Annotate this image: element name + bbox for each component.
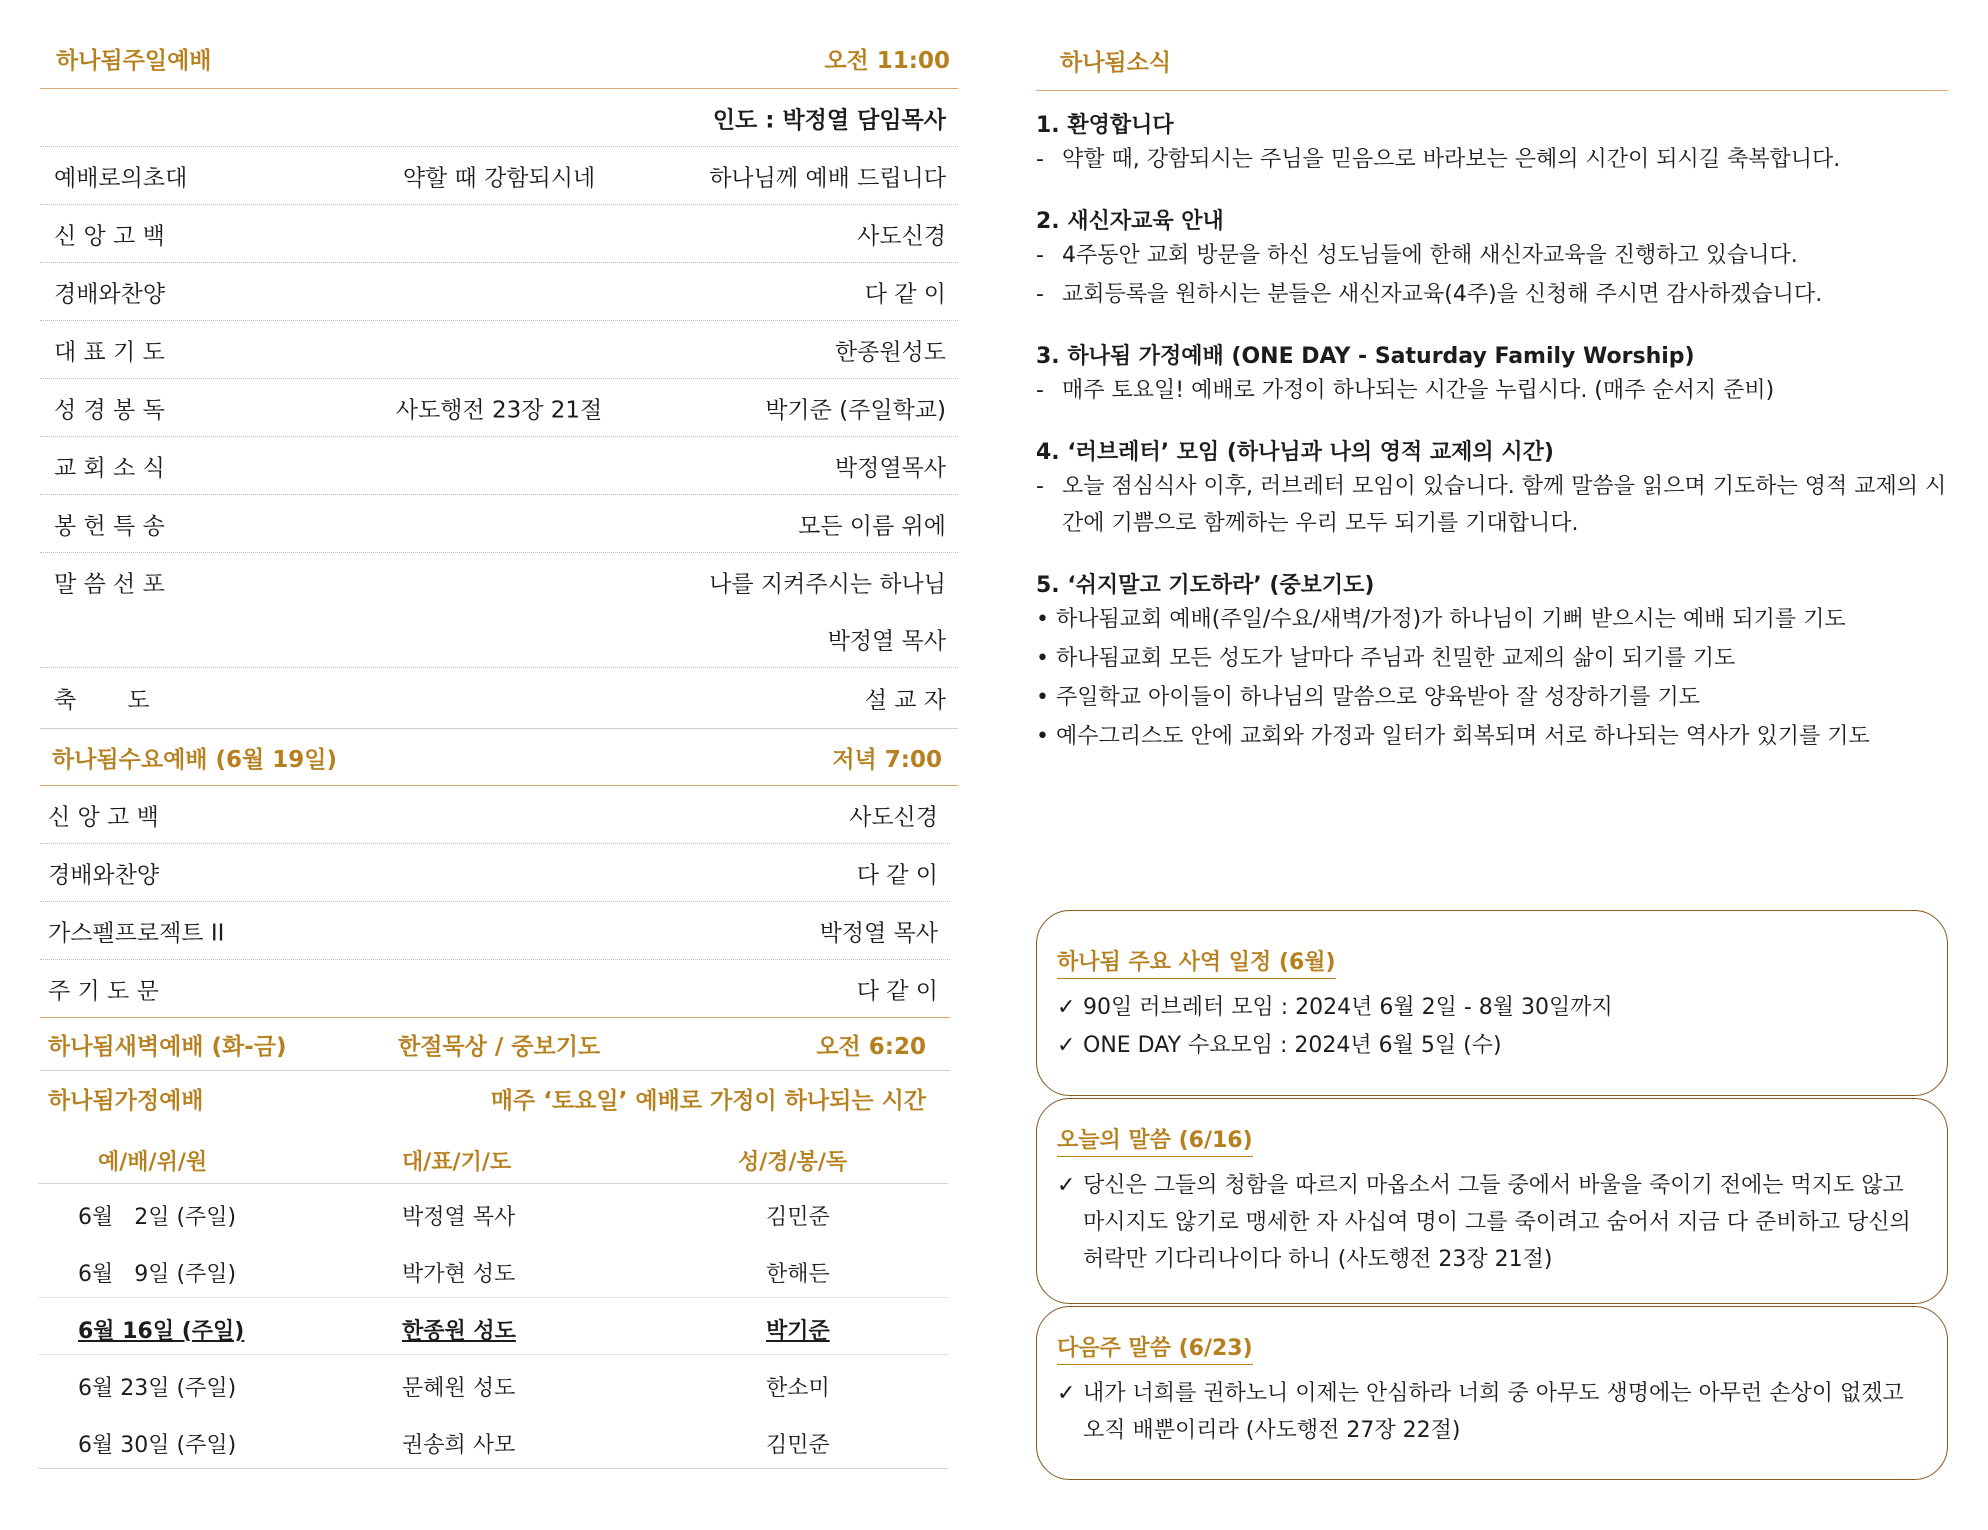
check-icon: ✓ [1057,1381,1076,1406]
row-date: 6월 16일 (주일) [78,1319,245,1344]
order-leader: 사도신경 [857,223,946,249]
committee-header [38,1125,948,1184]
order-item: 신 앙 고 백 [48,804,159,830]
next-word-title: 다음주 말씀 (6/23) [1057,1331,1253,1365]
bullet-marker: • [1036,685,1049,710]
row-prayer: 문혜원 성도 [402,1376,516,1401]
row-reader: 김민준 [766,1205,830,1230]
schedule-text: 90일 러브레터 모임 : 2024년 6월 2일 - 8월 30일까지 [1083,995,1613,1020]
today-word-item [1057,1167,1925,1278]
news-line: 하나됨교회 모든 성도가 날마다 주님과 친밀한 교제의 삶이 되기를 기도 [1056,646,1736,671]
news-item-title: 4. ‘러브레터’ 모임 (하나님과 나의 영적 교제의 시간) [1036,440,1554,465]
order-item: 교 회 소 식 [54,455,165,481]
order-leader: 박기준 (주일학교) [765,397,946,423]
order-item: 경배와찬양 [54,281,166,307]
order-leader: 사도신경 [849,804,938,830]
bullet-marker: • [1036,724,1049,749]
order-row [40,437,958,495]
dash-marker: - [1036,474,1044,499]
sunday-title: 하나됨주일예배 [56,47,212,74]
committee-col-header: 성/경/봉/독 [738,1150,848,1175]
news-line: 예수그리스도 안에 교회와 가정과 일터가 회복되며 서로 하나되는 역사가 있기를 기도 [1056,724,1870,749]
news-item [1036,339,1948,409]
dash-marker: - [1036,147,1044,172]
order-leader: 설 교 자 [864,687,946,714]
row-date: 6월 2일 (주일) [78,1205,237,1230]
row-prayer: 박정열 목사 [402,1205,516,1230]
wednesday-title: 하나됨수요예배 (6월 19일) [52,746,338,773]
order-leader: 다 같 이 [856,862,938,888]
order-row [40,147,958,205]
bullet-marker: • [1036,646,1049,671]
next-word-item [1057,1375,1925,1449]
news-item [1036,204,1948,313]
dawn-title: 하나됨새벽예배 (화-금) [48,1033,287,1060]
next-word-text: 내가 너희를 권하노니 이제는 안심하라 너희 중 아무도 생명에는 아무런 손상이 없겠고 오직 배뿐이리라 (사도행전 27장 22절) [1083,1381,1904,1443]
news-line: 하나됨교회 예배(주일/수요/새벽/가정)가 하나님이 기뻐 받으시는 예배 되기를 기도 [1056,607,1846,632]
news-item-title: 2. 새신자교육 안내 [1036,209,1224,234]
news-line: 매주 토요일! 예배로 가정이 하나되는 시간을 누립시다. (매주 순서지 준비) [1062,378,1775,403]
today-word-box [1036,1098,1948,1304]
schedule-title: 하나됨 주요 사역 일정 (6월) [1057,945,1336,979]
news-line: 4주동안 교회 방문을 하신 성도님들에 한해 새신자교육을 진행하고 있습니다. [1062,243,1798,268]
order-item: 주 기 도 문 [48,978,159,1004]
dash-marker: - [1036,378,1044,403]
bullet-marker: • [1036,607,1049,632]
order-leader: 하나님께 예배 드립니다 [709,165,946,191]
row-prayer: 한종원 성도 [402,1319,516,1344]
row-date: 6월 9일 (주일) [78,1262,237,1287]
news-item [1036,435,1948,542]
row-reader: 한해든 [766,1262,830,1287]
news-item-title: 1. 환영합니다 [1036,113,1174,138]
family-header [40,1071,950,1125]
order-row [40,379,958,437]
committee-col-header: 예/배/위/원 [98,1150,208,1175]
table-row [38,1184,948,1241]
check-icon: ✓ [1057,1033,1076,1058]
row-reader: 박기준 [766,1319,830,1344]
dawn-header [40,1018,950,1071]
order-leader: 모든 이름 위에 [798,513,946,539]
sunday-header [40,28,958,89]
dawn-middle: 한절묵상 / 중보기도 [398,1033,601,1060]
sunday-lead: 인도 : 박정열 담임목사 [712,107,946,133]
news-title: 하나됨소식 [1060,50,1172,76]
order-item: 축 도 [54,687,150,714]
order-row [40,786,950,844]
order-leader: 박정열목사 [834,455,946,481]
table-row [38,1355,948,1412]
table-row [38,1241,948,1298]
order-item: 성 경 봉 독 [54,397,165,423]
order-item: 예배로의초대 [54,165,188,191]
news-line: 교회등록을 원하시는 분들은 새신자교육(4주)을 신청해 주시면 감사하겠습니다. [1062,282,1823,307]
order-row [40,960,950,1018]
order-item: 봉 헌 특 송 [54,513,165,539]
today-word-text: 당신은 그들의 청함을 따르지 마옵소서 그들 중에서 바울을 죽이기 전에는 먹지도 않고 마시지도 않기로 맹세한 자 사십여 명이 그를 죽이려고 숨어서 지금 다 준비하고 당신의 허락만 기다리나이다 하니 (사도행전 23장 21절) [1083,1173,1911,1272]
left-column [40,28,958,1469]
order-leader: 나를 지켜주시는 하나님 [709,571,946,597]
order-leader: 박정열 목사 [827,628,946,654]
wednesday-header [40,728,958,786]
order-detail: 약할 때 강함되시네 [402,165,596,191]
order-row [40,495,958,553]
row-reader: 한소미 [766,1376,830,1401]
dash-marker: - [1036,243,1044,268]
order-item: 신 앙 고 백 [54,223,165,249]
order-row [40,553,958,610]
sunday-time: 오전 11:00 [824,47,950,74]
schedule-item [1057,989,1925,1026]
order-row [40,321,958,379]
family-title: 하나됨가정예배 [48,1087,204,1114]
order-item: 대 표 기 도 [54,339,165,365]
table-row [38,1412,948,1469]
order-row [40,902,950,960]
news-item [1036,568,1948,755]
order-item: 경배와찬양 [48,862,160,888]
news-header [1036,28,1948,91]
row-reader: 김민준 [766,1433,830,1458]
dawn-time: 오전 6:20 [816,1033,926,1060]
news-item [1036,108,1948,178]
dash-marker: - [1036,282,1044,307]
news-line: 주일학교 아이들이 하나님의 말씀으로 양육받아 잘 성장하기를 기도 [1056,685,1701,710]
committee-col-header: 대/표/기/도 [402,1150,512,1175]
order-row [40,610,958,668]
table-row-highlighted [38,1298,948,1355]
order-row [40,263,958,321]
news-line: 오늘 점심식사 이후, 러브레터 모임이 있습니다. 함께 말씀을 읽으며 기도하는 영적 교제의 시간에 기쁨으로 함께하는 우리 모두 되기를 기대합니다. [1062,474,1947,536]
next-word-box [1036,1306,1948,1480]
order-leader: 다 같 이 [856,978,938,1004]
schedule-box [1036,910,1948,1096]
order-item: 말 씀 선 포 [54,571,165,597]
order-row [40,205,958,263]
row-date: 6월 30일 (주일) [78,1433,237,1458]
news-list [1036,108,1948,755]
family-desc: 매주 ‘토요일’ 예배로 가정이 하나되는 시간 [490,1087,926,1114]
wednesday-order [40,786,950,1018]
schedule-text: ONE DAY 수요모임 : 2024년 6월 5일 (수) [1083,1033,1502,1058]
check-icon: ✓ [1057,1173,1076,1198]
order-leader: 박정열 목사 [819,920,938,946]
wednesday-time: 저녁 7:00 [832,746,942,773]
schedule-item [1057,1027,1925,1064]
row-prayer: 박가현 성도 [402,1262,516,1287]
order-row [40,668,958,728]
news-item-title: 5. ‘쉬지말고 기도하라’ (중보기도) [1036,573,1375,598]
order-row [40,844,950,902]
news-item-title: 3. 하나됨 가정예배 (ONE DAY - Saturday Family Worship) [1036,344,1695,369]
sunday-order [40,147,958,728]
row-prayer: 권송희 사모 [402,1433,516,1458]
today-word-title: 오늘의 말씀 (6/16) [1057,1123,1253,1157]
sunday-lead-row [40,89,958,147]
order-detail: 사도행전 23장 21절 [395,397,603,423]
order-leader: 한종원성도 [834,339,946,365]
row-date: 6월 23일 (주일) [78,1376,237,1401]
committee-table [38,1125,948,1469]
check-icon: ✓ [1057,995,1076,1020]
order-item: 가스펠프로젝트 II [48,920,225,946]
order-leader: 다 같 이 [864,281,946,307]
news-line: 약할 때, 강함되시는 주님을 믿음으로 바라보는 은혜의 시간이 되시길 축복합니다. [1062,147,1841,172]
